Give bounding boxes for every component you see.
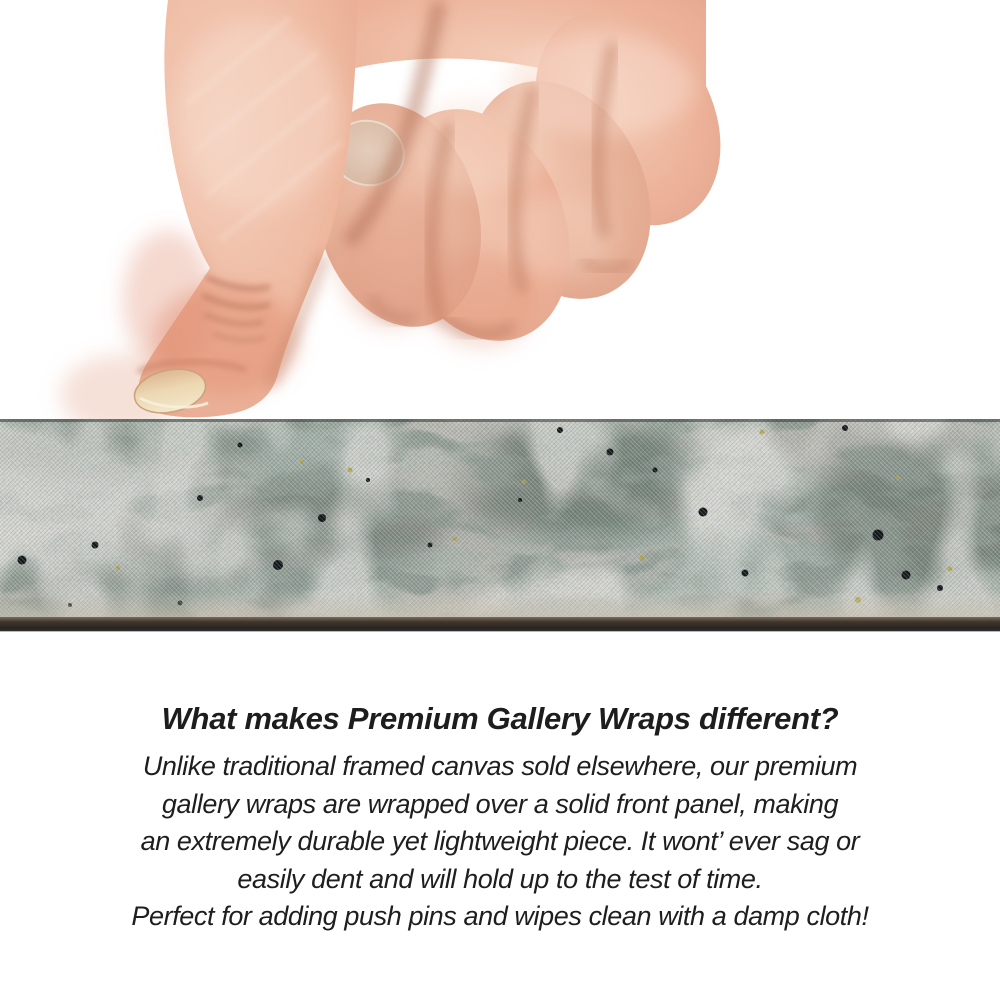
body-line-2: gallery wraps are wrapped over a solid front panel, making — [161, 788, 839, 819]
description-block — [20, 700, 980, 936]
canvas-texture — [0, 419, 1000, 618]
canvas-dark-edge — [0, 617, 1000, 631]
canvas-top-edge — [0, 419, 1000, 422]
hand-illustration — [0, 0, 1000, 430]
body-line-3: an extremely durable yet lightweight piece. It wont’ ever sag or — [140, 826, 860, 856]
canvas-edge-photo — [0, 419, 1000, 631]
body-line-1: Unlike traditional framed canvas sold elsewhere, our premium — [142, 751, 858, 781]
page-title: What makes Premium Gallery Wraps different? — [161, 701, 839, 736]
hand-photo — [0, 0, 1000, 430]
body-line-4: easily dent and will hold up to the test of time. — [237, 863, 763, 894]
canvas-bottom-fade — [0, 592, 1000, 618]
body-line-5: Perfect for adding push pins and wipes clean with a damp cloth! — [131, 901, 869, 931]
